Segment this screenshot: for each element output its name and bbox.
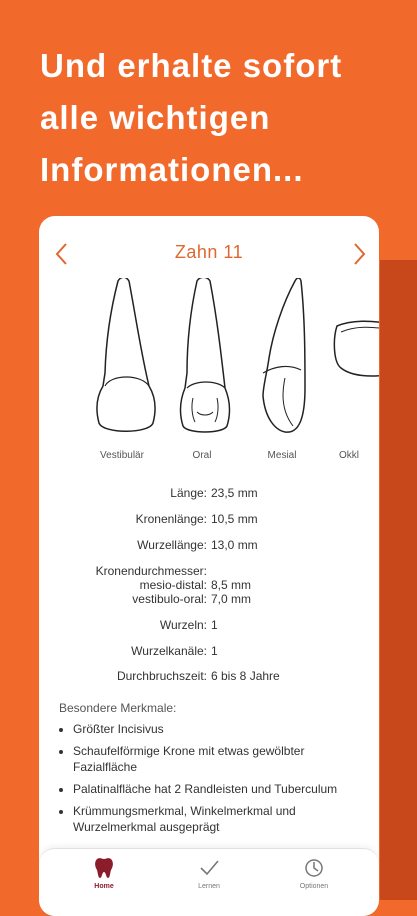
special-features-list [59,721,359,835]
property-key: Wurzellänge: [137,538,207,552]
special-features-title: Besondere Merkmale: [59,701,177,715]
tooth-views[interactable] [39,278,379,478]
list-item: • Größter Incisivus [73,721,359,737]
property-key: Länge: [170,486,207,500]
headline-line-1: Und erhalte sofort [40,47,343,84]
tooth-occlusal-drawing [331,318,379,378]
view-label-vestibular: Vestibulär [100,450,144,461]
property-row [39,669,379,685]
property-row [39,486,379,502]
property-row [39,592,379,608]
chevron-right-icon [347,240,371,268]
property-value: 6 bis 8 Jahre [211,669,280,683]
headline [40,40,400,196]
next-tooth-button[interactable] [347,240,371,268]
property-row [39,512,379,528]
tab-label: Home [94,883,114,890]
property-key: vestibulo-oral: [132,592,207,606]
tab-label: Lernen [198,883,220,890]
property-key: Wurzeln: [159,618,207,632]
view-label-occlusal: Okkl [339,450,359,461]
list-item: • Palatinalfläche hat 2 Randleisten und Tuberculum [73,781,359,797]
property-row [39,538,379,554]
property-value: 13,0 mm [211,538,258,552]
tooth-mesial-drawing [255,278,315,438]
property-key: mesio-distal: [139,578,207,592]
special-features [59,701,359,841]
tab-label: Optionen [299,883,329,890]
tooth-title: Zahn 11 [174,242,244,262]
tooth-icon [94,857,114,879]
list-item: • Krümmungsmerkmal, Winkelmerkmal und Wurzelmerkmal ausgeprägt [73,803,359,835]
list-item: • Schaufelförmige Krone mit etwas gewölbter Fazialfläche [73,743,359,775]
tooth-detail-card: Zahn 11 Vestibulär Oral Mesial Okkl Länge: 23,5 mm Kronenlänge: 10,5 mm Wurzellänge: 13,0 mm Kronendurchmesser: mesio-distal: 8,5 mm vestibulo-oral: 7,0 mm Wurzeln: 1 Wurzelkanäle: 1 Durchbruchszeit: 6 bis 8 Jahre Besondere Merkmale: • Größter Incisivus • Schaufelförmige Krone mit etwas gewölbter Fazialfläche • Palatinalfläche hat 2 Randleisten und Tuberculum • Krümmungsmerkmal, Winkelmerkmal und Wurzelmerkmal ausgeprägt Home Lernen Optionen [39,216,379,916]
property-value: 23,5 mm [211,486,258,500]
device-shadow [380,260,417,900]
tooth-oral-drawing [175,278,235,438]
property-key: Durchbruchszeit: [116,669,207,683]
property-key: Wurzelkanäle: [131,644,207,658]
settings-icon [303,857,325,879]
view-label-oral: Oral [192,450,212,461]
property-key: Kronenlänge: [135,512,207,526]
tab-options[interactable] [279,857,349,890]
property-value: 10,5 mm [211,512,258,526]
property-value: 7,0 mm [211,592,252,606]
tab-bar [39,848,379,916]
property-value: 8,5 mm [211,578,252,592]
headline-line-3: Informationen... [40,151,304,188]
check-icon [198,857,220,879]
property-value: 1 [211,644,218,658]
property-row [39,644,379,660]
view-label-mesial: Mesial [267,450,297,461]
property-row [39,618,379,634]
tooth-vestibular-drawing [91,278,161,438]
property-value: 1 [211,618,218,632]
tab-learn[interactable] [174,857,244,890]
tab-home[interactable] [69,857,139,890]
headline-line-2: alle wichtigen [40,99,271,136]
